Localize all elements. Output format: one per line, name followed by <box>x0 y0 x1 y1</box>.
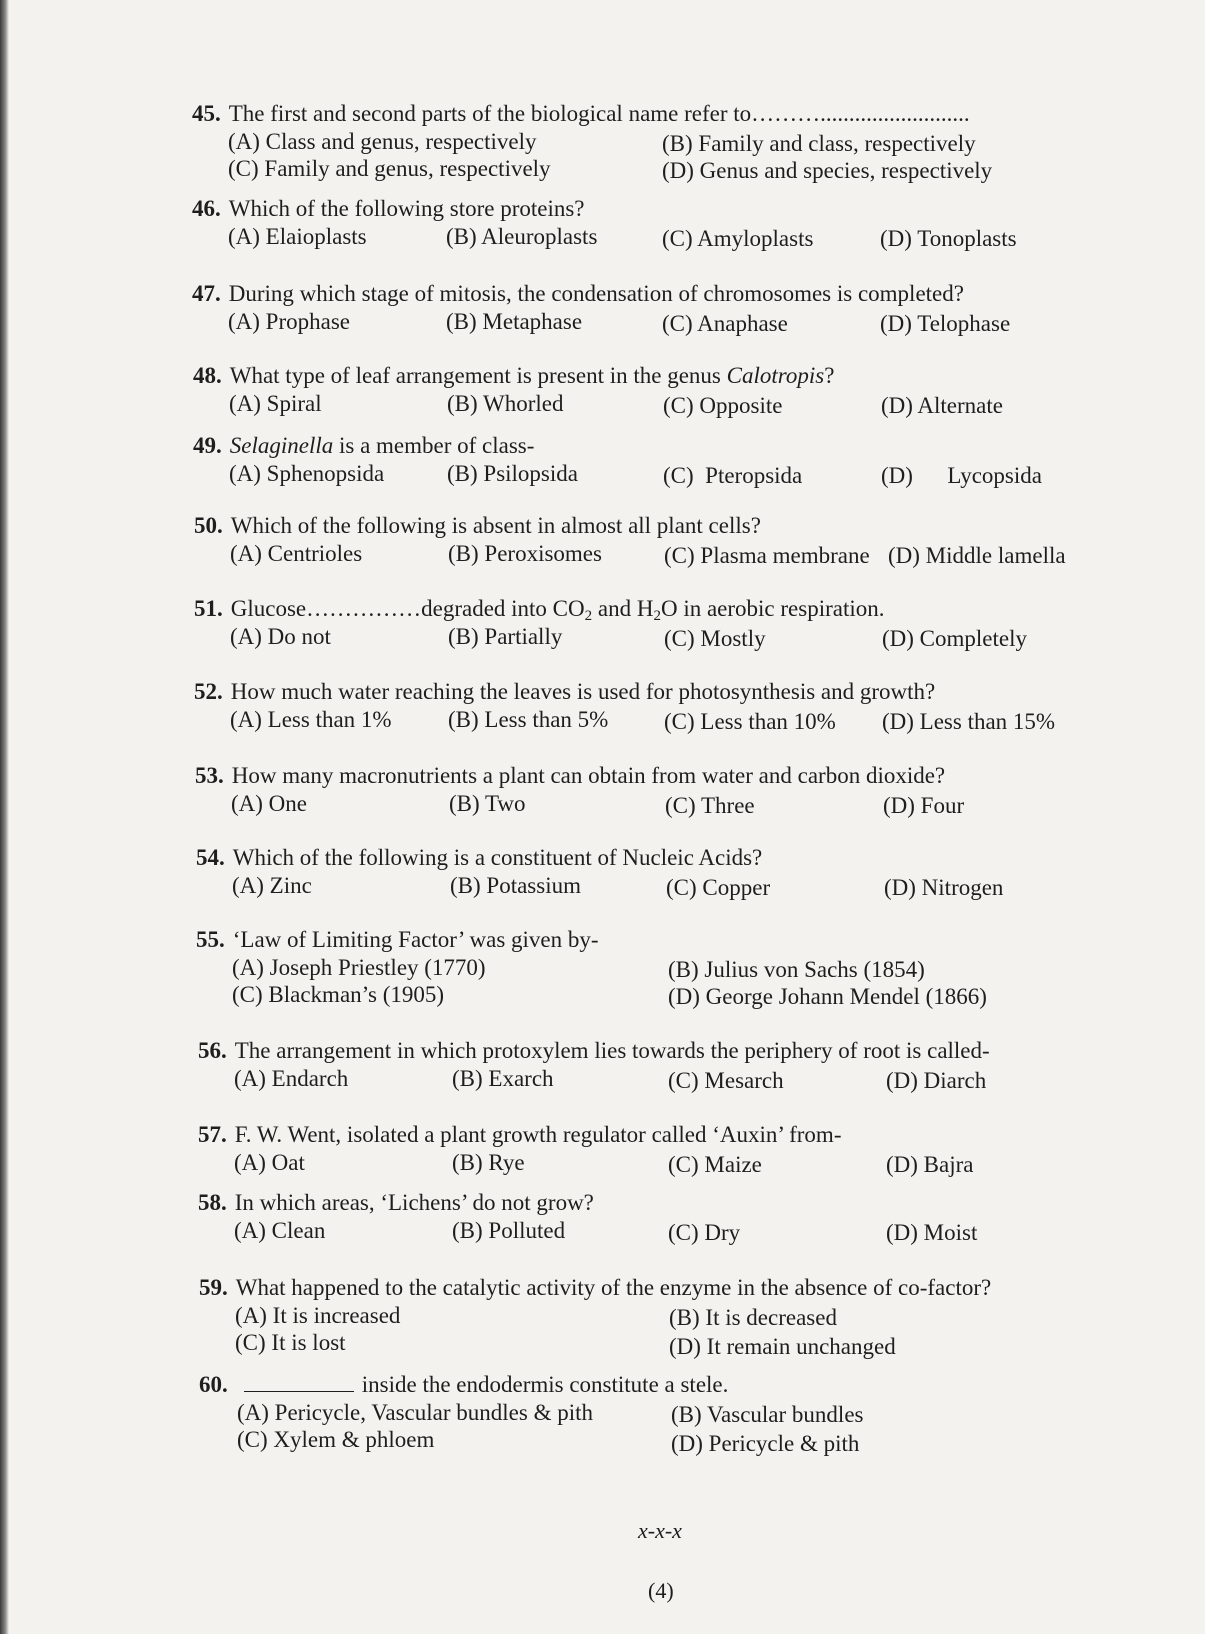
options <box>198 1149 974 1177</box>
option-b: (B) Julius von Sachs (1854) <box>668 957 925 982</box>
question-text: ‘Law of Limiting Factor’ was given by- <box>232 927 599 952</box>
question-number: 59. <box>199 1275 228 1300</box>
option-d: (D) Telophase <box>880 311 1011 336</box>
question-stem <box>192 195 585 223</box>
option-c: (C) Xylem & phloem <box>237 1427 435 1452</box>
question-number: 49. <box>193 433 222 458</box>
option-c: (C) Family and genus, respectively <box>228 156 551 181</box>
option-a: (A) Oat <box>234 1150 305 1175</box>
option-c: (C) Maize <box>668 1152 762 1177</box>
option-d: (D) It remain unchanged <box>669 1334 896 1359</box>
question-58 <box>198 1189 978 1245</box>
question-53 <box>195 762 965 818</box>
genus-name: Selaginella <box>229 433 334 458</box>
question-number: 45. <box>192 101 221 126</box>
option-b: (B) Polluted <box>452 1218 566 1243</box>
option-d: (D) Less than 15% <box>882 709 1056 734</box>
question-number: 48. <box>193 363 222 388</box>
subscript: 2 <box>653 608 661 624</box>
options <box>194 540 1066 568</box>
options <box>194 706 1056 734</box>
options <box>194 623 1027 651</box>
question-47 <box>192 280 1011 336</box>
question-54 <box>196 844 1004 900</box>
option-d: (D) Genus and species, respectively <box>662 158 993 183</box>
option-a: (A) Clean <box>234 1218 326 1243</box>
options <box>192 308 1011 336</box>
question-text: How many macronutrients a plant can obtain from water and carbon dioxide? <box>231 763 946 788</box>
question-stem <box>192 100 970 128</box>
option-a: (A) Zinc <box>232 873 312 898</box>
option-c: (C) Amyloplasts <box>662 226 814 251</box>
option-b: (B) Whorled <box>447 391 564 416</box>
question-number: 55. <box>196 927 225 952</box>
question-text: Which of the following store proteins? <box>228 196 585 221</box>
option-b: (B) Potassium <box>450 873 581 898</box>
question-50 <box>194 512 1066 568</box>
question-text: How much water reaching the leaves is used for photosynthesis and growth? <box>230 679 936 704</box>
question-number: 57. <box>198 1122 227 1147</box>
option-b: (B) Partially <box>448 624 563 649</box>
option-c: (C) Blackman’s (1905) <box>232 982 445 1007</box>
question-stem <box>199 1371 728 1399</box>
option-c: (C) Pteropsida <box>663 463 803 488</box>
question-number: 60. <box>199 1372 228 1397</box>
option-d: (D) Tonoplasts <box>880 226 1017 251</box>
question-59 <box>199 1274 991 1358</box>
option-a: (A) Sphenopsida <box>229 461 385 486</box>
question-51 <box>194 595 1027 651</box>
question-stem <box>196 926 599 954</box>
option-c: (C) Copper <box>666 875 771 900</box>
option-d: (D) Alternate <box>881 393 1003 418</box>
option-a: (A) Pericycle, Vascular bundles & pith <box>237 1400 593 1425</box>
question-text: Which of the following is a constituent of Nucleic Acids? <box>232 845 763 870</box>
options <box>196 872 1004 900</box>
option-d: (D) George Johann Mendel (1866) <box>668 984 987 1009</box>
option-c: (C) Three <box>665 793 755 818</box>
options <box>199 1302 991 1358</box>
question-stem <box>192 280 964 308</box>
option-a: (A) Do not <box>230 624 331 649</box>
question-46 <box>192 195 1017 251</box>
option-b: (B) Two <box>449 791 526 816</box>
option-a: (A) Endarch <box>234 1066 349 1091</box>
option-a: (A) Elaioplasts <box>228 224 367 249</box>
question-number: 52. <box>194 679 223 704</box>
option-d: (D) Four <box>883 793 965 818</box>
options <box>196 954 987 1010</box>
options <box>199 1399 864 1456</box>
option-a: (A) Less than 1% <box>230 707 392 732</box>
question-text-end: O in aerobic respiration. <box>660 596 885 621</box>
question-56 <box>198 1037 990 1093</box>
option-b: (B) Exarch <box>452 1066 554 1091</box>
end-of-paper-mark: x-x-x <box>638 1518 682 1543</box>
option-b: (B) Aleuroplasts <box>446 224 598 249</box>
option-a: (A) Spiral <box>229 391 322 416</box>
option-d: (D) Middle lamella <box>888 543 1066 568</box>
question-stem <box>193 362 834 390</box>
option-c: (C) Less than 10% <box>664 709 836 734</box>
question-55 <box>196 926 987 1010</box>
question-number: 58. <box>198 1190 227 1215</box>
options <box>193 390 1003 418</box>
question-number: 51. <box>194 596 223 621</box>
question-number: 56. <box>198 1038 227 1063</box>
question-text: What type of leaf arrangement is present in the genus <box>229 363 727 388</box>
option-d: (D) Diarch <box>886 1068 987 1093</box>
question-text: Which of the following is absent in almost all plant cells? <box>230 513 761 538</box>
question-text: The arrangement in which protoxylem lies towards the periphery of root is called- <box>234 1038 990 1063</box>
option-d: (D) Moist <box>886 1220 978 1245</box>
option-c: (C) Mesarch <box>668 1068 784 1093</box>
question-49 <box>193 432 1042 488</box>
option-d: (D) Pericycle & pith <box>671 1431 860 1456</box>
option-d: (D) Lycopsida <box>881 463 1042 488</box>
question-text-end: ? <box>824 363 835 388</box>
page-number: (4) <box>648 1578 674 1603</box>
question-text: In which areas, ‘Lichens’ do not grow? <box>234 1190 594 1215</box>
options <box>198 1065 990 1093</box>
options <box>192 223 1017 251</box>
option-a: (A) Centrioles <box>230 541 363 566</box>
option-d: (D) Nitrogen <box>884 875 1004 900</box>
question-text: What happened to the catalytic activity of the enzyme in the absence of co-factor? <box>235 1275 992 1300</box>
option-c: (C) Mostly <box>664 626 766 651</box>
option-a: (A) Joseph Priestley (1770) <box>232 955 486 980</box>
question-text: F. W. Went, isolated a plant growth regulator called ‘Auxin’ from- <box>234 1122 842 1147</box>
question-text: The first and second parts of the biological name refer to……….......................... <box>228 101 970 126</box>
question-number: 53. <box>195 763 224 788</box>
genus-name: Calotropis <box>726 363 825 388</box>
option-d: (D) Bajra <box>886 1152 974 1177</box>
question-number: 50. <box>194 513 223 538</box>
option-b: (B) Psilopsida <box>447 461 578 486</box>
option-c: (C) It is lost <box>235 1330 346 1355</box>
option-c: (C) Opposite <box>663 393 783 418</box>
question-number: 54. <box>196 845 225 870</box>
option-a: (A) One <box>231 791 307 816</box>
question-stem <box>194 678 935 706</box>
question-stem <box>198 1121 841 1149</box>
question-48 <box>193 362 1003 418</box>
options <box>192 128 993 184</box>
question-stem <box>198 1189 594 1217</box>
question-stem <box>196 844 762 872</box>
question-60 <box>199 1371 864 1456</box>
option-b: (B) Peroxisomes <box>448 541 602 566</box>
fill-in-blank <box>244 1371 354 1392</box>
option-b: (B) Rye <box>452 1150 525 1175</box>
question-stem <box>194 512 761 540</box>
question-stem <box>199 1274 991 1302</box>
option-c: (C) Anaphase <box>662 311 788 336</box>
question-stem <box>198 1037 990 1065</box>
question-text: is a member of class- <box>333 433 535 458</box>
question-text: During which stage of mitosis, the condensation of chromosomes is completed? <box>228 281 964 306</box>
question-text-mid: and H <box>592 596 654 621</box>
question-52 <box>194 678 1056 734</box>
subscript: 2 <box>584 608 593 624</box>
question-number: 46. <box>192 196 221 221</box>
question-stem <box>194 595 885 623</box>
options <box>195 790 965 818</box>
question-text: Glucose……………degraded into CO <box>230 596 585 621</box>
question-57 <box>198 1121 974 1177</box>
option-c: (C) Dry <box>668 1220 741 1245</box>
options <box>193 460 1042 488</box>
question-number: 47. <box>192 281 221 306</box>
question-45 <box>192 100 993 184</box>
option-b: (B) Less than 5% <box>448 707 609 732</box>
question-stem <box>193 432 534 460</box>
option-c: (C) Plasma membrane <box>664 543 870 568</box>
question-stem <box>195 762 945 790</box>
option-b: (B) Family and class, respectively <box>662 131 976 156</box>
option-b: (B) Vascular bundles <box>671 1402 864 1427</box>
option-b: (B) Metaphase <box>446 309 583 334</box>
option-d: (D) Completely <box>882 626 1027 651</box>
question-text: inside the endodermis constitute a stele. <box>361 1372 729 1397</box>
option-b: (B) It is decreased <box>669 1305 837 1330</box>
option-a: (A) Class and genus, respectively <box>228 129 537 154</box>
option-a: (A) Prophase <box>228 309 350 334</box>
options <box>198 1217 978 1245</box>
option-a: (A) It is increased <box>235 1303 401 1328</box>
